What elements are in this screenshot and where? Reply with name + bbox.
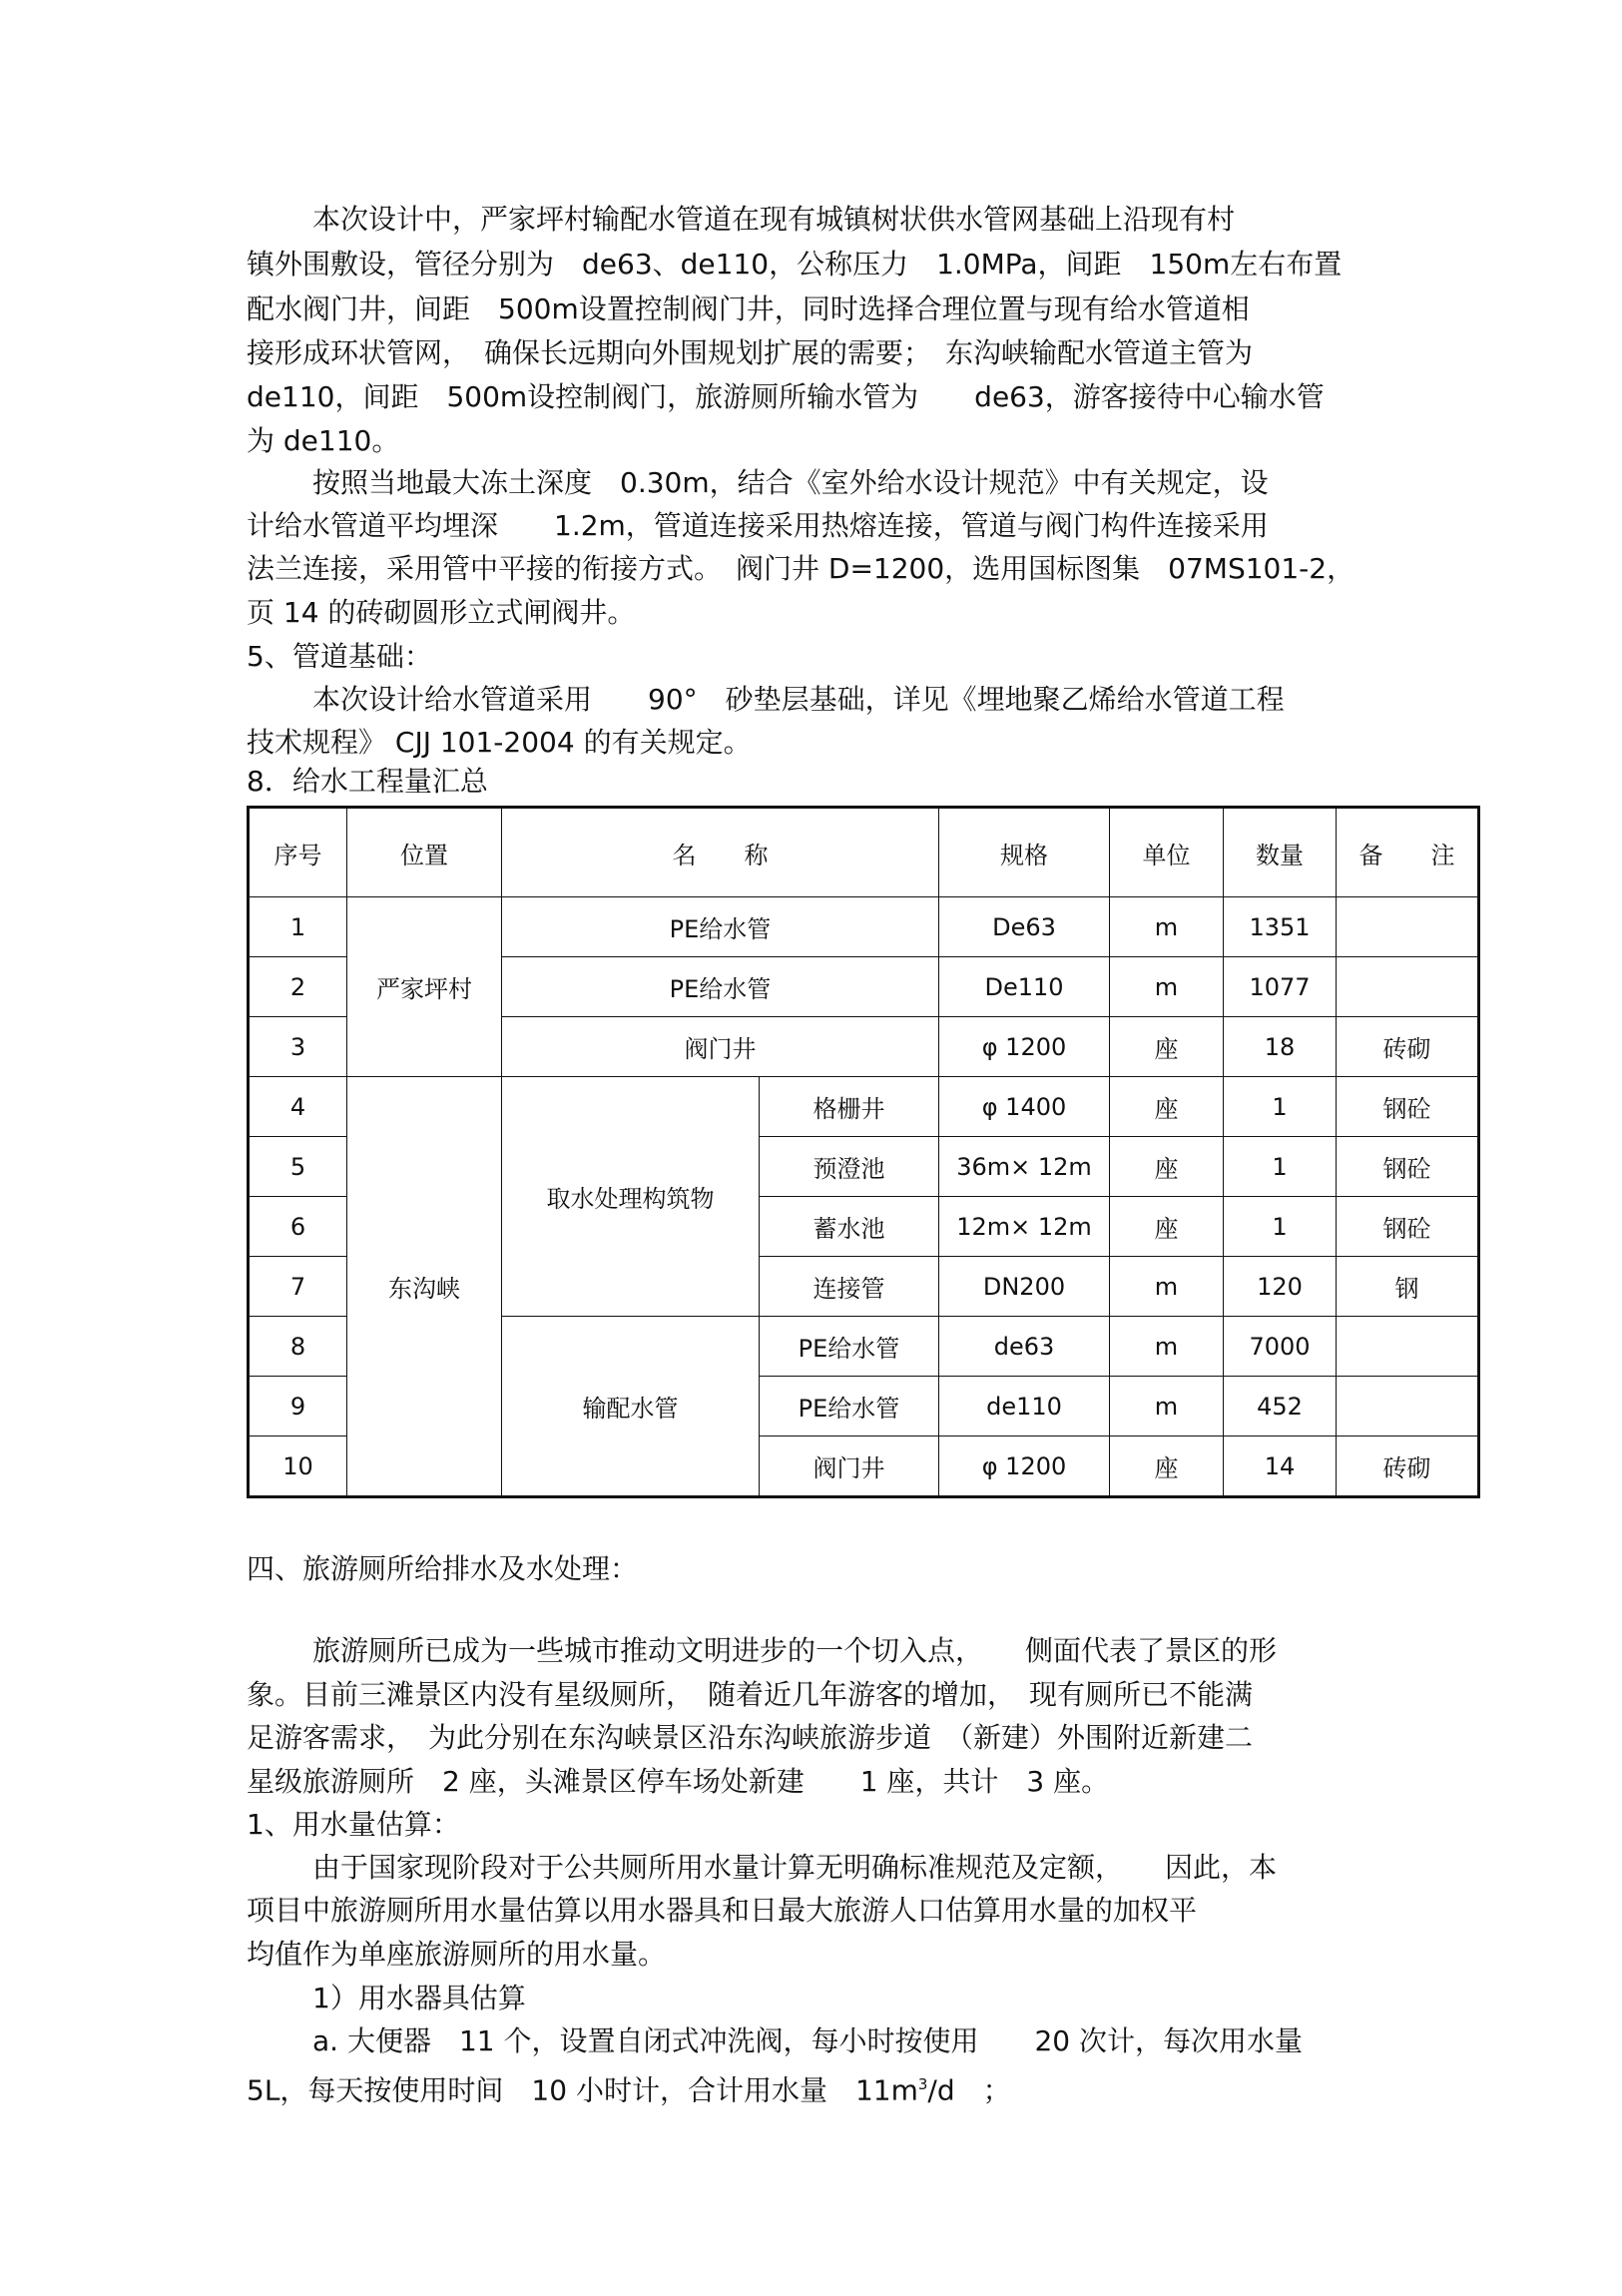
cell-unit: 座 [1110,1077,1224,1137]
cell-unit: 座 [1110,1197,1224,1257]
cell-name: PE给水管 [502,957,939,1017]
para5-line2: 项目中旅游厕所用水量估算以用水器具和日最大旅游人口估算用水量的加权平 [247,1894,1198,1927]
cell-seq: 6 [249,1197,347,1257]
para1-line3: 配水阀门井，间距 500m设置控制阀门井，同时选择合理位置与现有给水管道相 [247,292,1250,325]
cell-unit: m [1110,1317,1224,1377]
header-note: 备 注 [1337,808,1479,897]
cell-note: 钢砼 [1337,1197,1479,1257]
cell-seq: 2 [249,957,347,1017]
cell-seq: 5 [249,1137,347,1197]
para1-line2: 镇外围敷设，管径分别为 de63、de110，公称压力 1.0MPa，间距 150m左右布置 [247,248,1343,281]
cell-spec: 36m× 12m [939,1137,1110,1197]
cell-unit: m [1110,957,1224,1017]
cell-seq: 1 [249,897,347,957]
para4-line4: 星级旅游厕所 2 座，头滩景区停车场处新建 1 座，共计 3 座。 [247,1765,1110,1798]
cell-qty: 452 [1224,1377,1337,1436]
item-a-line1: a. 大便器 11 个，设置自闭式冲洗阀，每小时按使用 20 次计，每次用水量 [312,2024,1304,2057]
quantity-table [247,806,1480,1498]
item-a-line2: 5L，每天按使用时间 10 小时计，合计用水量 $11m^3/d$ ； [247,2073,1011,2107]
cell-seq: 8 [249,1317,347,1377]
cell-unit: 座 [1110,1017,1224,1077]
cell-unit: 座 [1110,1436,1224,1497]
section-toilet-heading: 四、旅游厕所给排水及水处理： [247,1552,639,1585]
cell-seq: 4 [249,1077,347,1137]
cell-qty: 1 [1224,1077,1337,1137]
header-spec: 规格 [939,808,1110,897]
cell-note [1337,1377,1479,1436]
cell-qty: 18 [1224,1017,1337,1077]
cell-spec: De110 [939,957,1110,1017]
cell-qty: 14 [1224,1436,1337,1497]
cell-spec: De63 [939,897,1110,957]
cell-seq: 3 [249,1017,347,1077]
para3-line1: 本次设计给水管道采用 90° 砂垫层基础，详见《埋地聚乙烯给水管道工程 [312,683,1285,716]
cell-note: 钢砼 [1337,1137,1479,1197]
para5-line1: 由于国家现阶段对于公共厕所用水量计算无明确标准规范及定额， 因此，本 [312,1851,1278,1884]
subheading-fixture-estimate: 1）用水器具估算 [312,1982,526,2014]
header-qty: 数量 [1224,808,1337,897]
cell-name: 阀门井 [502,1017,939,1077]
cell-spec: de110 [939,1377,1110,1436]
cell-note [1337,1317,1479,1377]
cell-qty: 1 [1224,1197,1337,1257]
cell-name: 连接管 [760,1257,939,1317]
para2-line1: 按照当地最大冻土深度 0.30m，结合《室外给水设计规范》中有关规定，设 [312,466,1269,499]
cell-group-intake: 取水处理构筑物 [502,1077,760,1317]
para4-line1: 旅游厕所已成为一些城市推动文明进步的一个切入点， 侧面代表了景区的形 [312,1634,1278,1667]
cell-qty: 1351 [1224,897,1337,957]
cell-qty: 120 [1224,1257,1337,1317]
cell-qty: 7000 [1224,1317,1337,1377]
table-header-row [249,808,1479,897]
cell-note: 钢砼 [1337,1077,1479,1137]
cell-name: 预澄池 [760,1137,939,1197]
para1-line6: 为 de110。 [247,424,400,457]
cell-qty: 1077 [1224,957,1337,1017]
cell-spec: φ 1400 [939,1077,1110,1137]
header-name: 名 称 [502,808,939,897]
para2-line2: 计给水管道平均埋深 1.2m，管道连接采用热熔连接，管道与阀门构件连接采用 [247,509,1269,542]
table-row [249,1077,1479,1137]
cell-qty: 1 [1224,1137,1337,1197]
header-seq: 序号 [249,808,347,897]
para1-line4: 接形成环状管网， 确保长远期向外围规划扩展的需要； 东沟峡输配水管道主管为 [247,336,1254,369]
cell-name: PE给水管 [502,897,939,957]
cell-spec: φ 1200 [939,1017,1110,1077]
cell-note: 砖砌 [1337,1017,1479,1077]
para5-line3: 均值作为单座旅游厕所的用水量。 [247,1938,667,1971]
cell-name: PE给水管 [760,1377,939,1436]
cell-unit: m [1110,1257,1224,1317]
cell-seq: 7 [249,1257,347,1317]
cell-spec: φ 1200 [939,1436,1110,1497]
cell-name: PE给水管 [760,1317,939,1377]
heading-quantity-summary: 8．给水工程量汇总 [247,765,488,798]
heading-water-estimate: 1、用水量估算： [247,1808,460,1841]
cell-location-yan: 严家坪村 [347,897,502,1077]
cell-unit: m [1110,1377,1224,1436]
cell-seq: 10 [249,1436,347,1497]
cell-note: 钢 [1337,1257,1479,1317]
cell-spec: de63 [939,1317,1110,1377]
cell-note: 砖砌 [1337,1436,1479,1497]
para1-line1: 本次设计中，严家坪村输配水管道在现有城镇树状供水管网基础上沿现有村 [312,203,1236,236]
cell-note [1337,897,1479,957]
header-unit: 单位 [1110,808,1224,897]
para2-line4: 页 14 的砖砌圆形立式闸阀井。 [247,596,636,629]
para4-line2: 象。目前三滩景区内没有星级厕所， 随着近几年游客的增加， 现有厕所已不能满 [247,1678,1254,1711]
heading-pipe-foundation: 5、管道基础： [247,640,432,673]
cell-seq: 9 [249,1377,347,1436]
para1-line5: de110，间距 500m设控制阀门，旅游厕所输水管为 de63，游客接待中心输水管 [247,380,1325,413]
cell-spec: 12m× 12m [939,1197,1110,1257]
para2-line3: 法兰连接，采用管中平接的衔接方式。 阀门井 D=1200，选用国标图集 07MS101-2， [247,552,1355,585]
cell-unit: m [1110,897,1224,957]
cell-name: 阀门井 [760,1436,939,1497]
table-row [249,897,1479,957]
cell-unit: 座 [1110,1137,1224,1197]
superscript-3: 3 [917,2075,928,2093]
cell-note [1337,957,1479,1017]
para3-line2: 技术规程》 CJJ 101-2004 的有关规定。 [247,726,752,759]
cell-group-distribution: 输配水管 [502,1317,760,1497]
cell-name: 格栅井 [760,1077,939,1137]
cell-location-dong: 东沟峡 [347,1077,502,1497]
header-location: 位置 [347,808,502,897]
para4-line3: 足游客需求， 为此分别在东沟峡景区沿东沟峡旅游步道 （新建）外围附近新建二 [247,1721,1254,1754]
cell-spec: DN200 [939,1257,1110,1317]
cell-name: 蓄水池 [760,1197,939,1257]
